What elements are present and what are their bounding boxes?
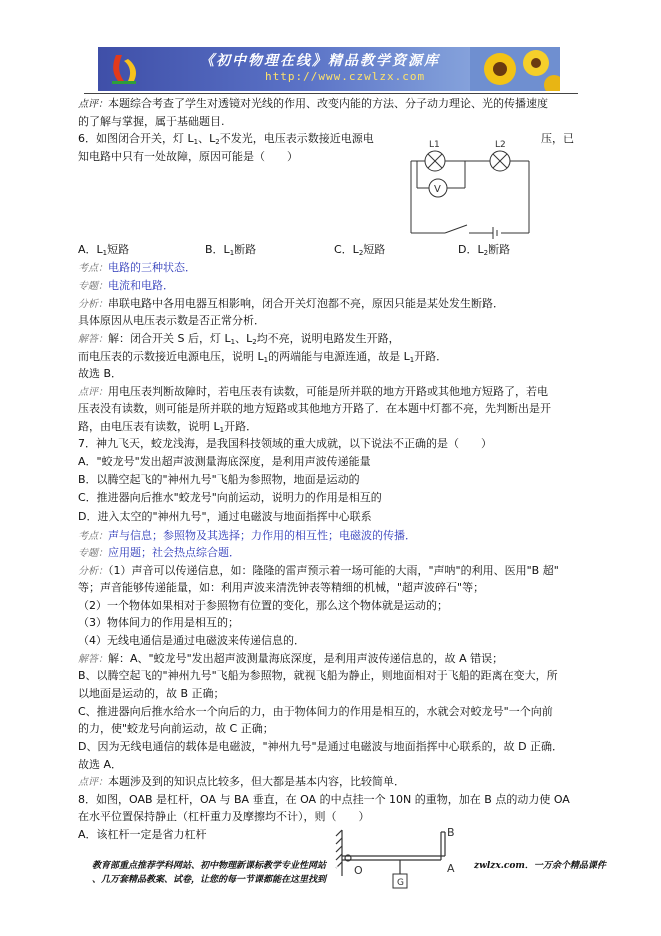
q7-stem: 7．神九飞天，蛟龙浅海，是我国科技领域的重大成就，以下说法不正确的是（ ）: [78, 437, 492, 450]
q7-option-d: D．进入太空的"神州九号"，通过电磁波与地面指挥中心联系: [78, 510, 372, 523]
lamp-l2-icon: [490, 151, 510, 171]
q7-jieda-line1: 解答：解：A、"蛟龙号"发出超声波测量海底深度，是利用声波传递信息的，故 A 错误；: [78, 652, 504, 665]
q7-fenxi-line4: （3）物体间力的作用是相互的；: [78, 616, 239, 629]
voltmeter-icon: [429, 179, 447, 197]
q5-review-line2: 的了解与掌握，属于基础题目.: [78, 115, 225, 128]
q7-kaodian: 考点：声与信息；参照物及其选择；力作用的相互性；电磁波的传播．: [78, 529, 416, 542]
q8-stem-line2: 在水平位置保持静止（杠杆重力及摩擦均不计），则（ ）: [78, 810, 370, 823]
q7-jieda-line6: D、因为无线电通信的载体是电磁波，"神州九号"是通过电磁波与地面指挥中心联系的，故 D 正确．: [78, 740, 564, 753]
footer-line1: 教育部重点推荐学科网站、初中物理新课标教学专业性网站.....: [92, 861, 342, 871]
q7-option-b: B．以腾空起飞的"神州九号"飞船为参照物，地面是运动的: [78, 473, 360, 486]
q7-fenxi-line5: （4）无线电通信是通过电磁波来传递信息的．: [78, 634, 305, 647]
q7-fenxi-line3: （2）一个物体如果相对于参照物有位置的变化，那么这个物体就是运动的；: [78, 599, 448, 612]
q6-dianping-line1: 点评：用电压表判断故障时，若电压表有读数，可能是所并联的地方开路或其他地方短路了，若电: [78, 385, 548, 398]
q7-option-c: C．推进器向后推水"蛟龙号"向前运动，说明力的作用是相互的: [78, 491, 382, 504]
q7-jieda-line5: 的力，使"蛟龙号向前运动，故 C 正确；: [78, 722, 274, 735]
q6-option-b: B．$L_1$断路: [205, 243, 257, 257]
q6-zhuanti: 专题：电流和电路．: [78, 279, 174, 292]
q6-circuit-diagram: [405, 133, 535, 243]
q7-fenxi-line1: 分析：（1）声音可以传递信息，如：隆隆的雷声预示着一场可能的大雨，"声呐"的利用、医用"B 超": [78, 564, 559, 577]
q6-jieda-line1: 解答：解：闭合开关 S 后，灯 $L_1$、$L_2$均不亮，说明电路发生开路，: [78, 332, 400, 346]
point-b-label: B: [447, 826, 455, 839]
q6-option-d: D．$L_2$断路: [458, 243, 511, 257]
lamp-l1-label: L1: [429, 140, 440, 150]
site-url[interactable]: http://www.czwlzx.com: [265, 70, 426, 83]
weight-g-label: G: [397, 878, 404, 888]
q6-kaodian: 考点：电路的三种状态．: [78, 261, 196, 274]
sunflower-icon: [470, 47, 560, 91]
q6-stem-line1: 6．如图闭合开关，灯 $L_1$、$L_2$不发光，电压表示数接近电源电: [78, 132, 374, 146]
q6-stem-line1-end: 压，已: [541, 132, 574, 145]
q8-lever-diagram: [330, 826, 470, 898]
q6-stem-line2: 知电路中只有一处故障，原因可能是（ ）: [78, 150, 298, 163]
q6-dianping-line3: 路，由电压表有读数，说明 $L_1$开路．: [78, 420, 258, 434]
q7-jieda-line7: 故选 A．: [78, 758, 123, 771]
q7-zhuanti: 专题：应用题；社会热点综合题．: [78, 546, 240, 559]
point-a-label: A: [447, 862, 455, 875]
lamp-l1-icon: [425, 151, 445, 171]
q7-jieda-line3: 以地面是运动的，故 B 正确；: [78, 687, 225, 700]
header-rule: [84, 93, 578, 94]
q6-option-a: A．$L_1$短路: [78, 243, 130, 257]
q8-stem-line1: 8．如图，OAB 是杠杆，OA 与 BA 垂直，在 OA 的中点挂一个 10N 的重物，加在 B 点的动力使 OA: [78, 793, 570, 806]
q7-jieda-line2: B、以腾空起飞的"神州九号"飞船为参照物，就视飞船为静止，则地面相对于飞船的距离在变大，所: [78, 669, 558, 682]
q6-jieda-line2: 而电压表的示数接近电源电压，说明 $L_1$的两端能与电源连通，故是 $L_1$开路．: [78, 350, 448, 364]
lamp-l2-label: L2: [495, 140, 506, 150]
q6-option-c: C．$L_2$短路: [334, 243, 386, 257]
q6-fenxi-line1: 分析：串联电路中各用电器互相影响，闭合开关灯泡都不亮，原因只能是某处发生断路．: [78, 297, 504, 310]
q7-fenxi-line2: 等；声音能够传递能量，如：利用声波来清洗钟表等精细的机械，"超声波碎石"等；: [78, 581, 485, 594]
q6-fenxi-line2: 具体原因从电压表示数是否正常分析．: [78, 314, 265, 327]
q7-option-a: A．"蛟龙号"发出超声波测量海底深度，是利用声波传递能量: [78, 455, 371, 468]
point-o-label: O: [354, 864, 363, 877]
header-banner: [98, 47, 560, 91]
q8-option-a: A．该杠杆一定是省力杠杆: [78, 828, 207, 841]
site-title: 《初中物理在线》精品教学资源库: [200, 53, 440, 69]
q7-dianping: 点评：本题涉及到的知识点比较多，但大都是基本内容，比较简单．: [78, 775, 405, 788]
footer-line2: 、几万套精品教案、试卷，让您的每一节课都能在这里找到: [92, 875, 327, 885]
q7-jieda-line4: C、推进器向后推水给水一个向后的力，由于物体间力的作用是相互的，水就会对蛟龙号"一个向前: [78, 705, 553, 718]
svg-text:V: V: [434, 184, 441, 195]
q5-review-line1: 点评：本题综合考查了学生对透镜对光线的作用、改变内能的方法、分子动力理论、光的传播速度: [78, 97, 548, 110]
site-logo-icon: [106, 51, 140, 87]
footer-line1-end: zwlzx.com．一万余个精品课件: [474, 861, 606, 871]
q6-dianping-line2: 压表没有读数，则可能是所并联的地方短路或其他地方开路了．在本题中灯都不亮，先判断出是开: [78, 402, 551, 415]
q6-jieda-line3: 故选 B．: [78, 367, 123, 380]
